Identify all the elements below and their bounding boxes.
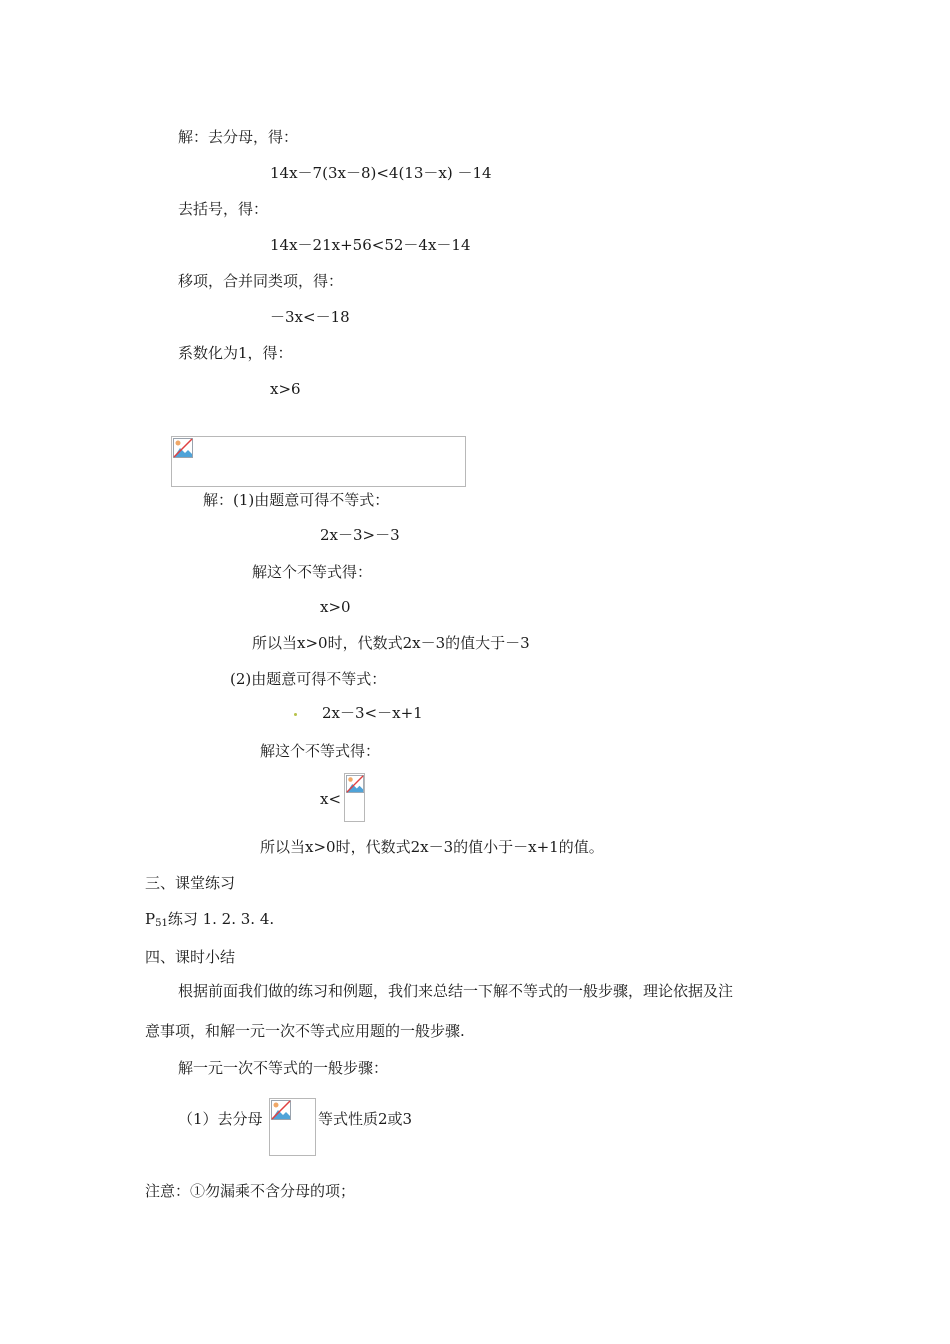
solution2-intro: 解：(1)由题意可得不等式： (203, 491, 390, 509)
solution1-intro: 解：去分母，得： (178, 128, 299, 146)
solution2-solve2: 解这个不等式得： (260, 742, 381, 760)
broken-image-icon (346, 775, 364, 793)
step1-arrow-image-placeholder (269, 1098, 316, 1156)
section3-title: 三、课堂练习 (145, 874, 236, 892)
broken-image-icon (271, 1100, 291, 1120)
solution1-eq1: 14x－7(3x－8)<4(13－x) －14 (270, 164, 492, 182)
section4-title: 四、课时小结 (145, 948, 236, 966)
problem-image-placeholder (171, 436, 466, 487)
note-line: 注意：①勿漏乘不含分母的项； (145, 1182, 356, 1200)
stray-mark (294, 713, 297, 716)
solution2-conclusion1: 所以当x>0时，代数式2x－3的值大于－3 (252, 634, 530, 652)
step1-label: （1）去分母 (178, 1110, 263, 1128)
solution2-conclusion2: 所以当x>0时，代数式2x－3的值小于－x+1的值。 (260, 838, 604, 856)
solution1-eq4: x>6 (270, 380, 301, 398)
solution2-solve1: 解这个不等式得： (252, 563, 373, 581)
solution1-step3: 移项，合并同类项，得： (178, 272, 344, 290)
solution2-eq1: 2x－3>－3 (320, 526, 400, 544)
steps-title: 解一元一次不等式的一般步骤： (178, 1059, 389, 1077)
solution1-eq2: 14x－21x+56<52－4x－14 (270, 236, 471, 254)
fraction-image-placeholder (344, 773, 365, 822)
solution1-step2: 去括号，得： (178, 200, 269, 218)
practice-rest: 练习 1. 2. 3. 4. (167, 910, 275, 928)
solution1-step4: 系数化为1，得： (178, 344, 293, 362)
broken-image-icon (173, 438, 193, 458)
summary-paragraph-line2: 意事项，和解一元一次不等式应用题的一般步骤. (145, 1022, 465, 1040)
step1-basis: 等式性质2或3 (318, 1110, 413, 1128)
solution2-eq2: 2x－3<－x+1 (322, 704, 423, 722)
practice-sub: 51 (155, 918, 168, 929)
solution2-res1: x>0 (320, 598, 351, 616)
summary-paragraph-line1: 根据前面我们做的练习和例题，我们来总结一下解不等式的一般步骤，理论依据及注 (178, 982, 734, 1000)
solution2-res2-prefix: x< (320, 790, 342, 808)
practice-p: P (145, 910, 156, 928)
solution1-eq3: －3x<－18 (270, 308, 350, 326)
solution2-part2: (2)由题意可得不等式： (230, 670, 387, 688)
practice-line (145, 909, 274, 934)
